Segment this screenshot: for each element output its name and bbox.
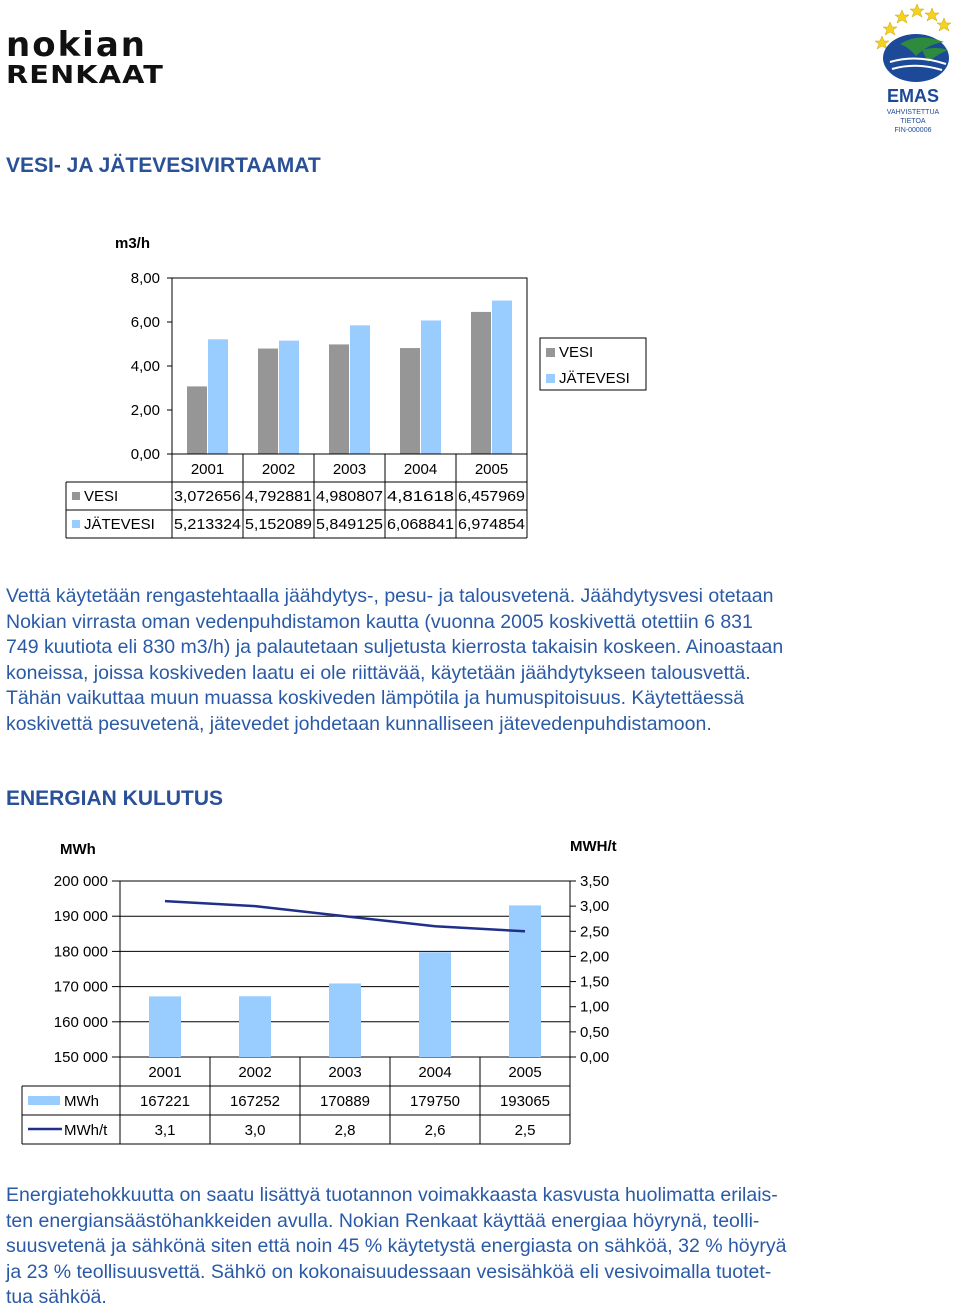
energy-y2-axis-label: MWH/t xyxy=(570,838,617,855)
emas-logo xyxy=(870,2,956,136)
water-y-axis-label: m3/h xyxy=(115,235,151,252)
water-y-tick-label: 8,00 xyxy=(130,270,160,287)
energy-bar-mwh xyxy=(329,983,361,1057)
water-y-tick-label: 2,00 xyxy=(130,402,160,419)
water-flow-chart xyxy=(60,228,660,544)
water-bar-vesi xyxy=(471,312,491,454)
energy-category-label: 2005 xyxy=(508,1064,542,1081)
energy-y2-tick-label: 0,50 xyxy=(580,1023,610,1041)
water-paragraph xyxy=(6,584,906,737)
water-data-label: 4,980807 xyxy=(316,489,383,505)
water-bar-vesi xyxy=(258,349,278,454)
water-line: Nokian virrasta oman vedenpuhdistamon kautta (vuonna 2005 koskivettä otettiin 6 831 xyxy=(6,610,753,633)
energy-bar-mwh xyxy=(239,996,271,1057)
water-data-label: 5,152089 xyxy=(245,517,312,533)
energy-data-label: 167221 xyxy=(139,1093,191,1110)
water-legend-key xyxy=(546,348,555,357)
energy-data-table xyxy=(22,1057,570,1144)
energy-y-tick-label: 180 000 xyxy=(53,943,108,961)
energy-data-label: 170889 xyxy=(319,1093,371,1110)
water-table-key xyxy=(72,520,80,528)
water-legend-label: VESI xyxy=(559,344,594,361)
emas-emblem-icon xyxy=(870,2,956,86)
energy-category-label: 2003 xyxy=(328,1064,362,1081)
water-line: 749 kuutiota eli 830 m3/h) ja palautetaan suljetusta kierrosta takaisin koskeen. Ainoastaan xyxy=(6,636,784,658)
water-bar-jatevesi xyxy=(208,339,228,454)
water-data-label: 3,072656 xyxy=(174,489,241,505)
energy-series-label: MWh xyxy=(64,1093,99,1110)
energy-paragraph xyxy=(6,1183,906,1311)
energy-data-label: 2,6 xyxy=(424,1122,446,1139)
water-category-label: 2001 xyxy=(190,461,225,478)
energy-category-label: 2001 xyxy=(148,1064,182,1081)
energy-line: tua sähköä. xyxy=(6,1286,107,1308)
energy-data-label: 2,5 xyxy=(514,1122,536,1139)
water-bar-vesi xyxy=(329,344,349,454)
emas-info: TIETOA xyxy=(900,118,926,125)
nokian-logo-text: nokian xyxy=(6,25,147,65)
water-table-key xyxy=(72,492,80,500)
water-y-tick-label: 4,00 xyxy=(130,358,160,375)
energy-y-axis-label: MWh xyxy=(60,841,96,858)
energy-y-tick-label: 160 000 xyxy=(53,1013,108,1031)
water-data-label: 4,792881 xyxy=(245,489,312,505)
water-category-label: 2004 xyxy=(403,461,438,478)
energy-series-label: MWh/t xyxy=(64,1122,108,1139)
water-series-label: VESI xyxy=(84,488,119,505)
energy-line: Energiatehokkuutta on saatu lisättyä tuotannon voimakkaasta kasvusta huolimatta erilais- xyxy=(6,1184,778,1206)
water-line: koneissa, joissa koskiveden laatu ei ole riittävää, käytetään jäähdytykseen talousvettä. xyxy=(6,661,751,684)
water-section-title: VESI- JA JÄTEVESIVIRTAAMAT xyxy=(6,154,321,177)
water-bar-vesi xyxy=(187,386,207,454)
water-y-tick-label: 0,00 xyxy=(130,446,160,463)
water-y-tick-label: 6,00 xyxy=(130,314,160,331)
water-data-table xyxy=(66,454,527,538)
energy-data-label: 2,8 xyxy=(334,1122,356,1139)
water-series-label: JÄTEVESI xyxy=(84,516,155,533)
energy-data-label: 193065 xyxy=(499,1093,551,1110)
renkaat-logo-text: RENKAAT xyxy=(6,60,165,89)
energy-data-label: 3,1 xyxy=(154,1122,176,1139)
energy-y2-tick-label: 1,00 xyxy=(580,998,610,1016)
energy-y-tick-label: 200 000 xyxy=(53,873,108,890)
water-category-label: 2002 xyxy=(261,461,296,478)
water-category-label: 2005 xyxy=(474,461,509,478)
energy-section-title: ENERGIAN KULUTUS xyxy=(6,787,224,810)
energy-line: suusvetenä ja sähkönä siten että noin 45 % käytetystä energiasta on sähköä, 32 % höyryä xyxy=(6,1235,787,1257)
energy-y2-tick-label: 3,50 xyxy=(580,873,610,890)
energy-table-key-bar xyxy=(28,1096,60,1105)
energy-bar-mwh xyxy=(149,996,181,1057)
water-legend-key xyxy=(546,374,555,383)
water-bar-jatevesi xyxy=(492,301,512,454)
energy-y2-tick-label: 0,00 xyxy=(580,1049,610,1066)
energy-bar-mwh xyxy=(509,905,541,1057)
energy-line: ten energiansäästöhankkeiden avulla. Nokian Renkaat käyttää energiaa höyrynä, teolli- xyxy=(6,1209,760,1232)
water-line: Tähän vaikuttaa muun muassa koskiveden lämpötila ja humuspitoisuus. Käytettäessä xyxy=(6,687,745,709)
water-line: Vettä käytetään rengastehtaalla jäähdytys-, pesu- ja talousvetenä. Jäähdytysvesi otetaan xyxy=(6,585,774,607)
energy-category-label: 2002 xyxy=(238,1064,272,1081)
water-category-label: 2003 xyxy=(332,461,367,478)
energy-line: ja 23 % teollisuusvettä. Sähkö on kokonaisuudessaan vesisähköä eli vesivoimalla tuotet- xyxy=(6,1260,772,1283)
energy-category-label: 2004 xyxy=(418,1064,452,1081)
energy-consumption-chart xyxy=(20,832,640,1148)
energy-y-tick-label: 170 000 xyxy=(53,978,108,996)
energy-data-label: 167252 xyxy=(229,1093,281,1110)
emas-title: EMAS xyxy=(886,86,939,106)
water-data-label: 6,457969 xyxy=(458,489,525,505)
water-bar-vesi xyxy=(400,348,420,454)
water-data-label: 5,849125 xyxy=(316,517,383,533)
energy-data-label: 179750 xyxy=(409,1093,461,1110)
energy-bar-mwh xyxy=(419,952,451,1057)
water-bar-jatevesi xyxy=(421,320,441,454)
energy-y-tick-label: 190 000 xyxy=(53,908,108,926)
energy-y2-tick-label: 2,50 xyxy=(580,923,610,941)
emas-code: FIN-000006 xyxy=(894,127,932,134)
emas-verified: VAHVISTETTUA xyxy=(886,109,940,116)
water-data-label: 6,068841 xyxy=(387,517,454,533)
energy-y2-tick-label: 1,50 xyxy=(580,973,610,991)
water-data-label: 6,974854 xyxy=(458,517,525,533)
water-legend-label: JÄTEVESI xyxy=(559,370,630,387)
water-data-label: 5,213324 xyxy=(174,517,241,533)
energy-y-tick-label: 150 000 xyxy=(53,1049,108,1066)
water-bar-jatevesi xyxy=(350,325,370,454)
water-line: koskivettä pesuvetenä, jätevedet johdetaan kunnalliseen jätevedenpuhdistamoon. xyxy=(6,712,712,735)
energy-y2-tick-label: 3,00 xyxy=(580,898,610,916)
water-bar-jatevesi xyxy=(279,341,299,454)
energy-y2-tick-label: 2,00 xyxy=(580,948,610,966)
energy-data-label: 3,0 xyxy=(244,1122,266,1139)
water-data-label: 4,81618 xyxy=(387,489,454,505)
